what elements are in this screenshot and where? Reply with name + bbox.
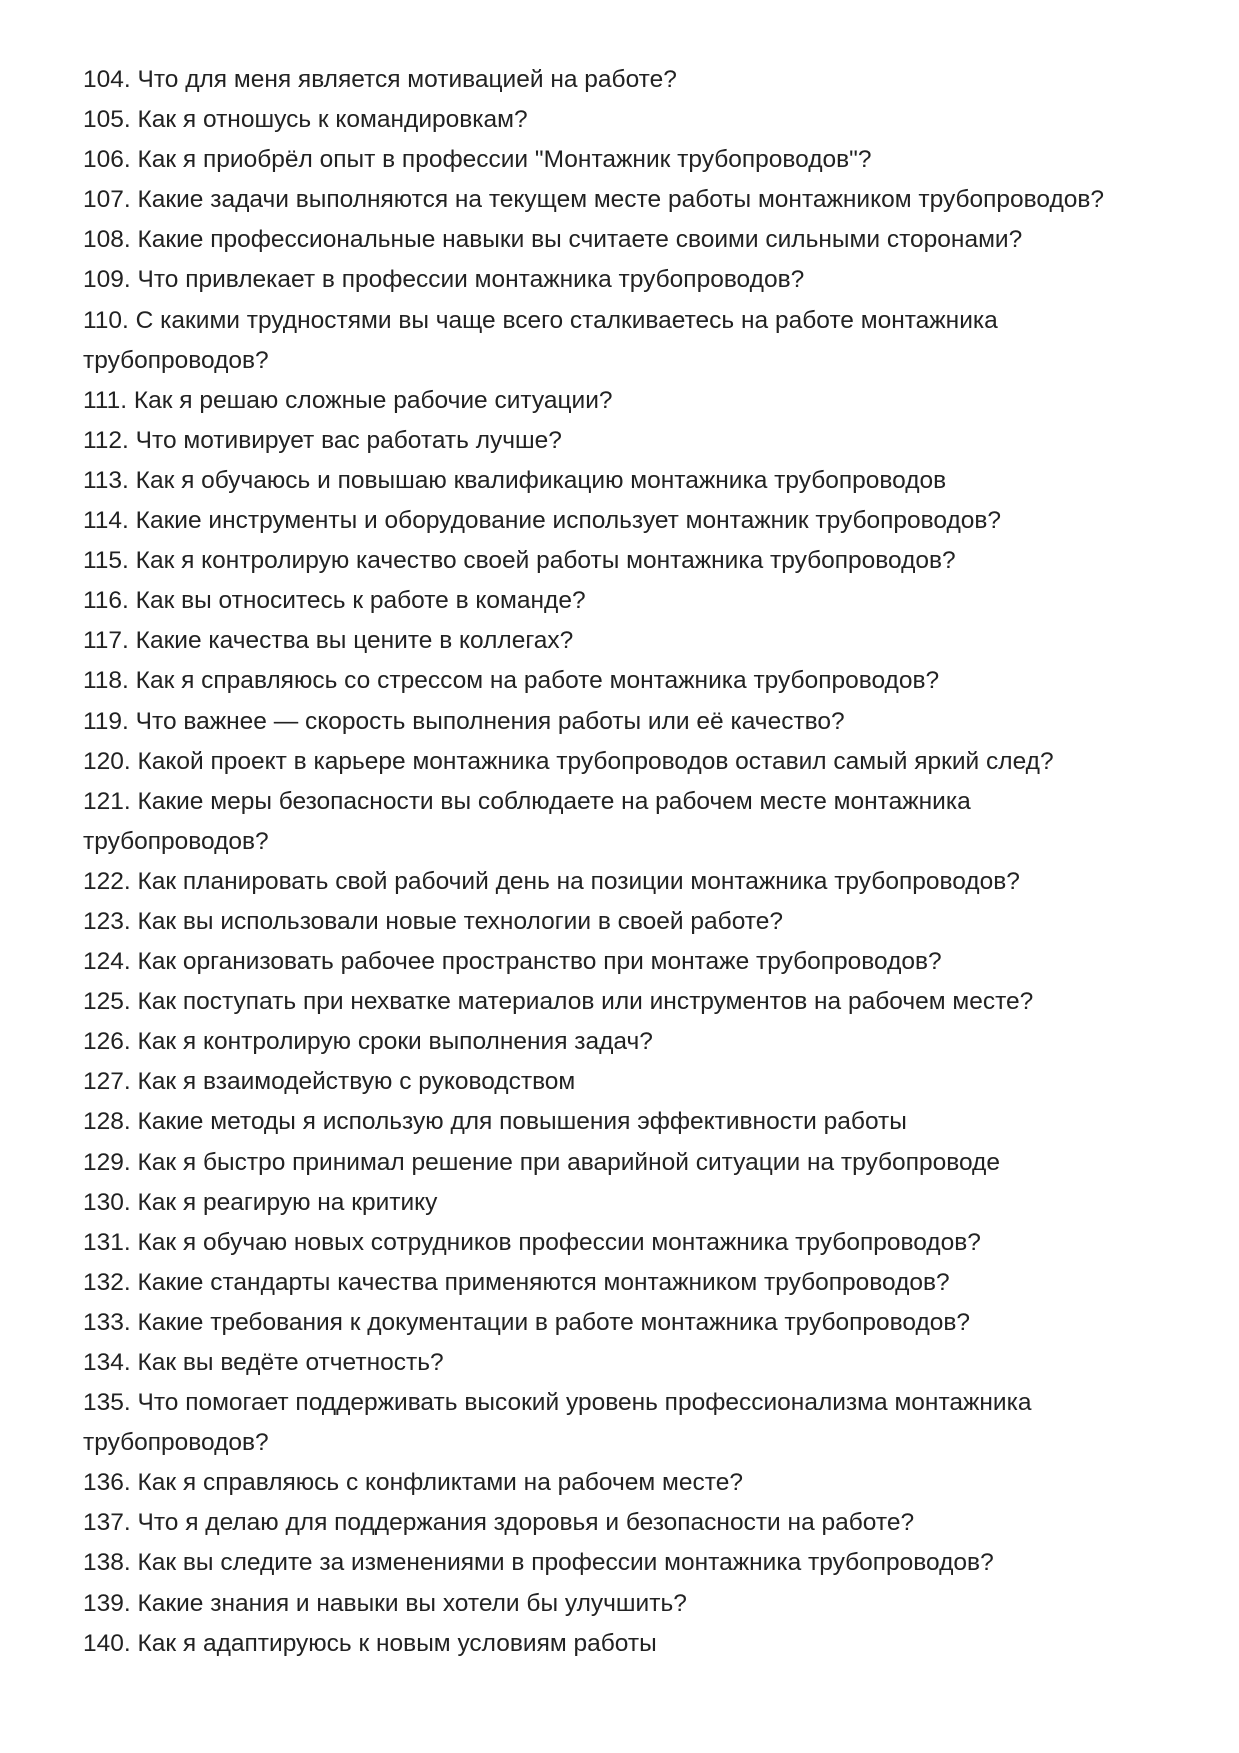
list-item: 114. Какие инструменты и оборудование использует монтажник трубопроводов? xyxy=(83,507,1002,535)
list-item: 106. Как я приобрёл опыт в профессии "Монтажник трубопроводов"? xyxy=(83,146,872,174)
list-item: 128. Какие методы я использую для повышения эффективности работы xyxy=(83,1108,907,1136)
list-item: 109. Что привлекает в профессии монтажника трубопроводов? xyxy=(83,266,805,294)
list-item: 121. Какие меры безопасности вы соблюдаете на рабочем месте монтажника трубопроводов? xyxy=(83,787,971,855)
list-item: 123. Как вы использовали новые технологии в своей работе? xyxy=(83,907,783,935)
list-item: 135. Что помогает поддерживать высокий уровень профессионализма монтажника трубопроводов? xyxy=(83,1389,1032,1457)
list-item: 111. Как я решаю сложные рабочие ситуации? xyxy=(83,386,613,414)
list-item: 132. Какие стандарты качества применяются монтажником трубопроводов? xyxy=(83,1268,950,1296)
list-item: 138. Как вы следите за изменениями в профессии монтажника трубопроводов? xyxy=(83,1549,994,1577)
list-item: 118. Как я справляюсь со стрессом на работе монтажника трубопроводов? xyxy=(83,667,940,695)
list-item: 112. Что мотивирует вас работать лучше? xyxy=(83,426,562,454)
list-item: 115. Как я контролирую качество своей работы монтажника трубопроводов? xyxy=(83,547,956,575)
list-item: 122. Как планировать свой рабочий день на позиции монтажника трубопроводов? xyxy=(83,867,1020,895)
list-item: 117. Какие качества вы цените в коллегах? xyxy=(83,627,574,655)
list-item: 107. Какие задачи выполняются на текущем месте работы монтажником трубопроводов? xyxy=(83,186,1105,214)
list-item: 133. Какие требования к документации в работе монтажника трубопроводов? xyxy=(83,1308,971,1336)
list-item: 130. Как я реагирую на критику xyxy=(83,1188,438,1216)
list-item: 124. Как организовать рабочее пространство при монтаже трубопроводов? xyxy=(83,948,942,976)
list-item: 140. Как я адаптируюсь к новым условиям работы xyxy=(83,1629,657,1657)
list-item: 108. Какие профессиональные навыки вы считаете своими сильными сторонами? xyxy=(83,226,1023,254)
list-item: 126. Как я контролирую сроки выполнения задач? xyxy=(83,1028,653,1056)
list-item: 120. Какой проект в карьере монтажника трубопроводов оставил самый яркий след? xyxy=(83,747,1054,775)
list-item: 127. Как я взаимодействую с руководством xyxy=(83,1068,576,1096)
list-item: 110. С какими трудностями вы чаще всего сталкиваетесь на работе монтажника трубопроводов? xyxy=(83,306,998,374)
list-item: 137. Что я делаю для поддержания здоровья и безопасности на работе? xyxy=(83,1509,915,1537)
list-item: 105. Как я отношусь к командировкам? xyxy=(83,106,528,134)
list-item: 136. Как я справляюсь с конфликтами на рабочем месте? xyxy=(83,1469,743,1497)
list-item: 116. Как вы относитесь к работе в команде? xyxy=(83,587,586,615)
list-item: 119. Что важнее — скорость выполнения работы или её качество? xyxy=(83,707,845,735)
list-item: 125. Как поступать при нехватке материалов или инструментов на рабочем месте? xyxy=(83,988,1034,1016)
list-item: 139. Какие знания и навыки вы хотели бы улучшить? xyxy=(83,1589,687,1617)
list-item: 104. Что для меня является мотивацией на работе? xyxy=(83,66,677,93)
list-item: 134. Как вы ведёте отчетность? xyxy=(83,1349,444,1376)
question-list xyxy=(83,60,1163,1664)
list-item: 129. Как я быстро принимал решение при аварийной ситуации на трубопроводе xyxy=(83,1148,1000,1176)
list-item: 113. Как я обучаюсь и повышаю квалификацию монтажника трубопроводов xyxy=(83,466,947,494)
list-item: 131. Как я обучаю новых сотрудников профессии монтажника трубопроводов? xyxy=(83,1228,981,1256)
